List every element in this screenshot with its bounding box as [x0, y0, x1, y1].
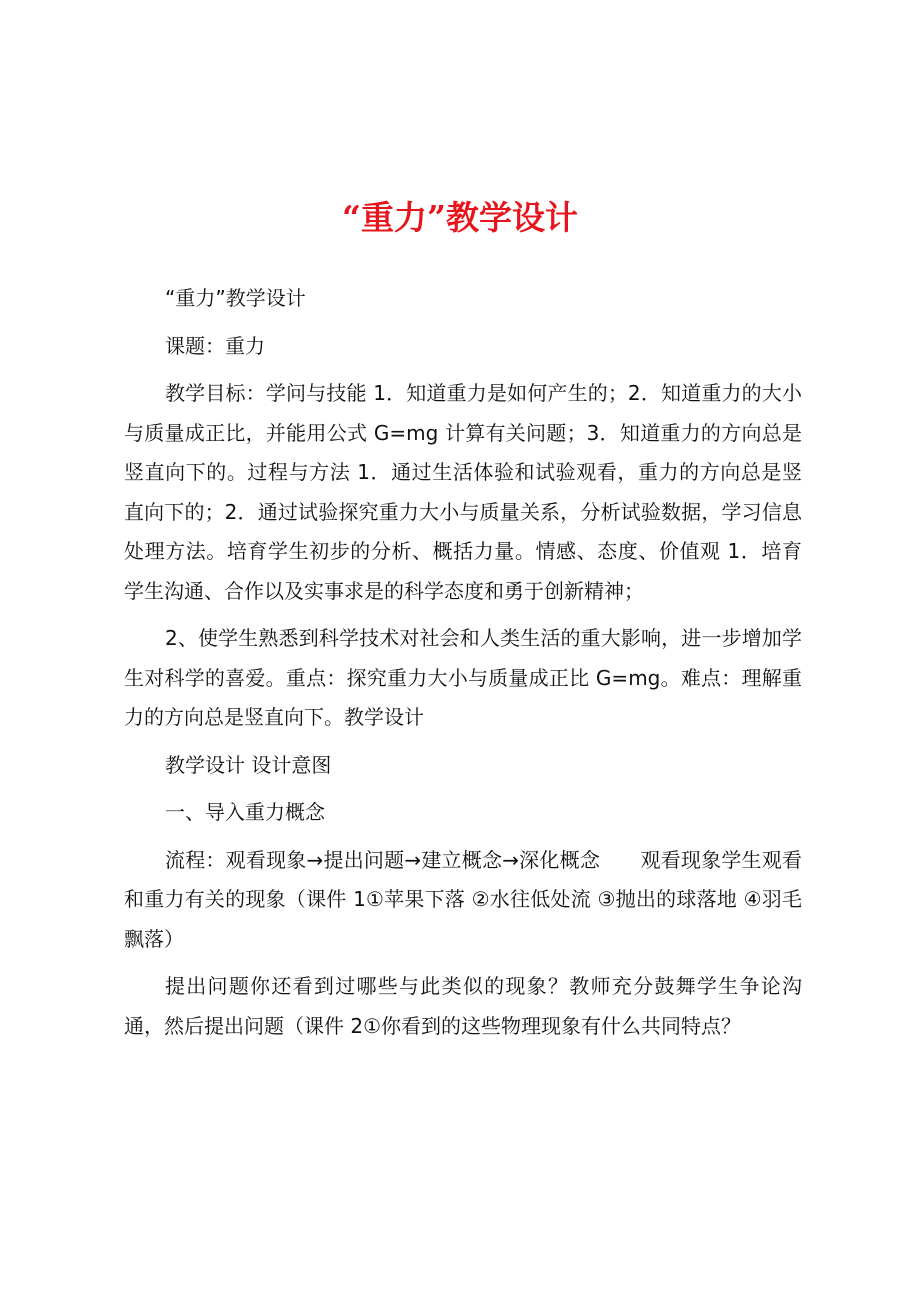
paragraph-design-header: 教学设计 设计意图: [165, 752, 332, 777]
document-title: “重力”教学设计: [342, 198, 578, 237]
paragraph-process: 流程：观看现象→提出问题→建立概念→深化概念 观看现象学生观看和重力有关的现象（课件 1①苹果下落 ②水往低处流 ③抛出的球落地 ④羽毛飘落）: [124, 847, 802, 951]
paragraph-section-heading: 一、导入重力概念: [165, 800, 325, 824]
paragraph-objectives: 教学目标：学问与技能 1．知道重力是如何产生的；2．知道重力的大小与质量成正比，并能用公式 G=mg 计算有关问题；3．知道重力的方向总是竖直向下的。过程与方法 1．通过生活体验和试验观看，重力的方向总是竖直向下的；2．通过试验探究重力大小与质量关系，分析试验数据，学习信息处理方法。培育学生初步的分析、概括力量。情感、态度、价值观 1．培育学生沟通、合作以及实事求是的科学态度和勇于创新精神；: [124, 381, 802, 603]
paragraph-subtitle: “重力”教学设计: [165, 286, 306, 310]
paragraph-topic: 课题：重力: [165, 333, 265, 358]
paragraph-questions: 提出问题你还看到过哪些与此类似的现象？教师充分鼓舞学生争论沟通，然后提出问题（课件 2①你看到的这些物理现象有什么共同特点？: [124, 974, 802, 1038]
paragraph-objectives-continued: 2、使学生熟悉到科学技术对社会和人类生活的重大影响，进一步增加学生对科学的喜爱。重点：探究重力大小与质量成正比 G=mg。难点：理解重力的方向总是竖直向下。教学设计: [124, 626, 802, 729]
document-body: [124, 279, 802, 1054]
